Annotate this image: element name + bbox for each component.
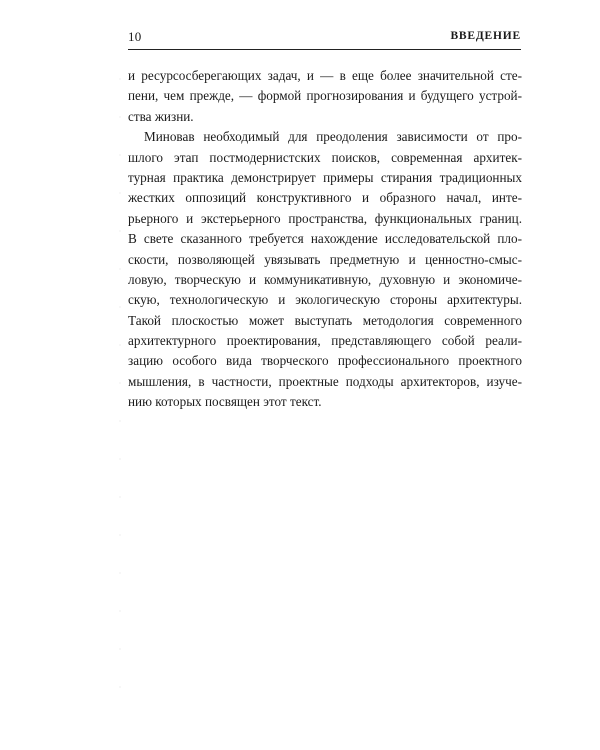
text-line: шлого этап постмодернистских поисков, современная архитек- <box>128 149 522 165</box>
text-line: скости, позволяющей увязывать предметную и ценностно-смыс- <box>128 251 522 267</box>
running-title: ВВЕДЕНИЕ <box>450 30 521 42</box>
scan-margin-artifact <box>119 60 121 720</box>
text-line: жестких оппозиций конструктивного и образного начал, инте- <box>128 190 522 206</box>
text-line: ловую, творческую и коммуникативную, духовную и экономиче- <box>128 271 522 287</box>
body-text <box>128 66 522 413</box>
text-line: Миновав необходимый для преодоления зависимости от про- <box>144 129 522 145</box>
text-line: и ресурсосберегающих задач, и — в еще более значительной сте- <box>128 68 522 83</box>
text-line: мышления, в частности, проектные подходы архитекторов, изуче- <box>128 373 522 389</box>
page-number: 10 <box>128 29 142 44</box>
text-line: нию которых посвящен этот текст. <box>128 394 322 410</box>
running-header <box>128 29 521 50</box>
text-line: архитектурного проектирования, представляющего собой реали- <box>128 333 522 349</box>
text-line: турная практика демонстрирует примеры стирания традиционных <box>128 169 522 185</box>
text-line: скую, технологическую и экологическую стороны архитектуры. <box>128 292 522 308</box>
text-line: рьерного и экстерьерного пространства, функциональных границ. <box>128 210 522 226</box>
text-line: Такой плоскостью может выступать методология современного <box>128 312 522 328</box>
text-line: В свете сказанного требуется нахождение исследовательской пло- <box>128 231 522 247</box>
text-line: пени, чем прежде, — формой прогнозирования и будущего устрой- <box>128 88 522 104</box>
text-line: зацию особого вида творческого профессионального проектного <box>128 353 522 369</box>
text-line: ства жизни. <box>128 108 194 124</box>
